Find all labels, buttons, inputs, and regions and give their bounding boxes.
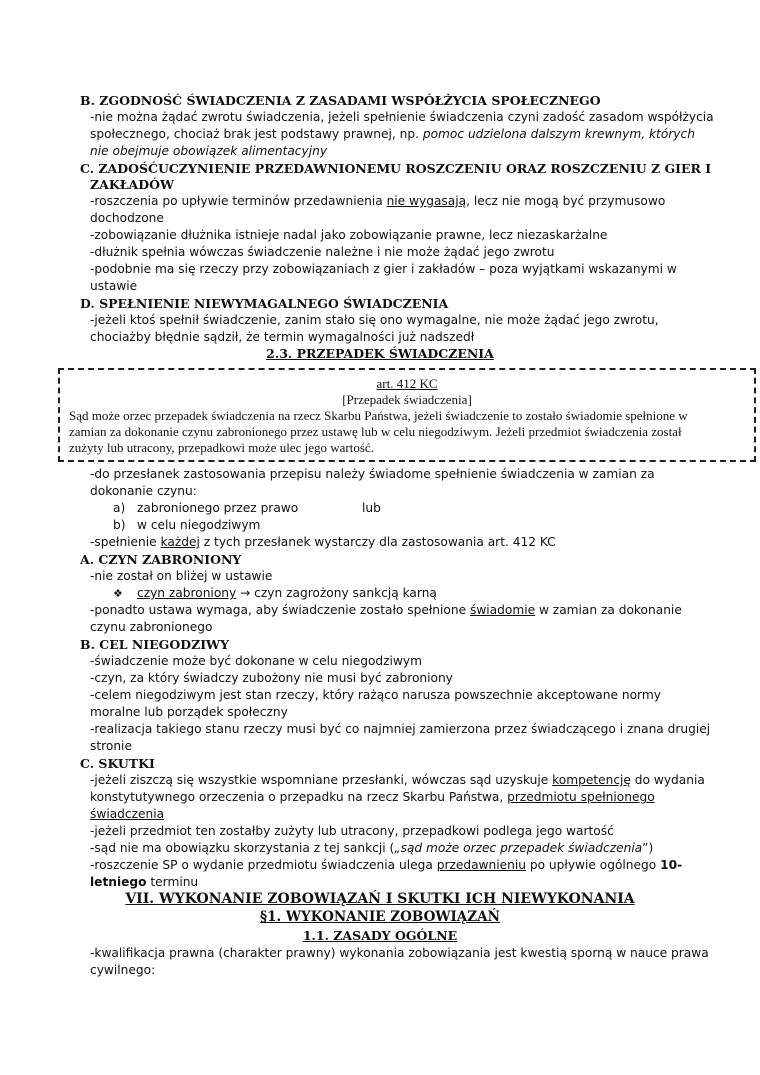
text-line: -kwalifikacja prawna (charakter prawny) wykonania zobowiązania jest kwestią sporną w nauce prawa bbox=[90, 946, 709, 960]
text-line: letniego terminu bbox=[90, 875, 199, 889]
paragraph-title: §1. WYKONANIE ZOBOWIĄZAŃ bbox=[260, 909, 500, 925]
bullet-icon: ❖ bbox=[113, 587, 123, 600]
text-line: chociażby błędnie sądził, że termin wymagalności już nadszedł bbox=[90, 330, 475, 344]
text-line: -świadczenie może być dokonane w celu niegodziwym bbox=[90, 654, 422, 668]
section-title-zasady: 1.1. ZASADY OGÓLNE bbox=[302, 928, 458, 943]
text-line: -roszczenia po upływie terminów przedawnienia nie wygasają, lecz nie mogą być przymusowo bbox=[90, 194, 666, 208]
text-line: cywilnego: bbox=[90, 963, 156, 977]
text-line: czynu zabronionego bbox=[90, 620, 213, 634]
heading-skutki: C. SKUTKI bbox=[80, 756, 155, 771]
heading-czyn-zabroniony: A. CZYN ZABRONIONY bbox=[80, 552, 242, 567]
text-line: ustawie bbox=[90, 279, 138, 293]
list-marker: b) bbox=[113, 518, 126, 532]
text-line: -celem niegodziwym jest stan rzeczy, który rażąco narusza powszechnie akceptowane normy bbox=[90, 688, 661, 702]
text-line: -podobnie ma się rzeczy przy zobowiązaniach z gier i zakładów – poza wyjątkami wskazanymi w bbox=[90, 262, 677, 276]
text-line: nie obejmuje obowiązek alimentacyjny bbox=[90, 144, 328, 158]
bullet-item: czyn zabroniony → czyn zagrożony sankcją karną bbox=[137, 586, 437, 600]
text-line: -jeżeli ktoś spełnił świadczenie, zanim stało się ono wymagalne, nie może żądać jego zwrotu, bbox=[90, 313, 659, 327]
list-marker: a) bbox=[113, 501, 126, 515]
text-line: dochodzone bbox=[90, 211, 164, 225]
text-line: -czyn, za który świadczy zubożony nie musi być zabroniony bbox=[90, 671, 453, 685]
heading-cel-niegodziwy: B. CEL NIEGODZIWY bbox=[80, 637, 230, 652]
text-line: -sąd nie ma obowiązku skorzystania z tej sankcji („sąd może orzec przepadek świadczenia”) bbox=[90, 841, 654, 855]
text-line: -zobowiązanie dłużnika istnieje nadal jako zobowiązanie prawne, lecz niezaskarżalne bbox=[90, 228, 608, 242]
text-line: stronie bbox=[90, 739, 132, 753]
article-number: art. 412 KC bbox=[376, 376, 438, 391]
text-line: -realizacja takiego stanu rzeczy musi być co najmniej zamierzona przez świadczącego i znana drugiej bbox=[90, 722, 711, 736]
text-line: -roszczenie SP o wydanie przedmiotu świadczenia ulega przedawnieniu po upływie ogólnego 10- bbox=[90, 858, 683, 872]
text-line: -jeżeli ziszczą się wszystkie wspomniane przesłanki, wówczas sąd uzyskuje kompetencję do wydania bbox=[90, 773, 705, 787]
text-line: -nie został on bliżej w ustawie bbox=[90, 569, 273, 583]
heading-zgodnosc: B. ZGODNOŚĆ ŚWIADCZENIA Z ZASADAMI WSPÓŁŻYCIA SPOŁECZNEGO bbox=[80, 93, 601, 108]
text-line: -nie można żądać zwrotu świadczenia, jeżeli spełnienie świadczenia czyni zadość zasadom współżycia bbox=[90, 110, 714, 124]
heading-niewymagalne: D. SPEŁNIENIE NIEWYMAGALNEGO ŚWIADCZENIA bbox=[80, 296, 449, 311]
article-text-line: zużyty lub utracony, przepadkowi może ulec jego wartość. bbox=[69, 440, 374, 455]
heading-zadoscuczynienie: C. ZADOŚĆUCZYNIENIE PRZEDAWNIONEMU ROSZCZENIU ORAZ ROSZCZENIU Z GIER I bbox=[80, 161, 712, 176]
section-title-przepadek: 2.3. PRZEPADEK ŚWIADCZENIA bbox=[266, 346, 494, 361]
text-line: społecznego, chociaż brak jest podstawy prawnej, np. pomoc udzielona dalszym krewnym, których bbox=[90, 127, 695, 141]
article-text-line: zamian za dokonanie czynu zabronionego przez ustawę lub w celu niegodziwym. Jeżeli przedmiot świadczenia został bbox=[69, 424, 682, 439]
heading-zadoscuczynienie-cont: ZAKŁADÓW bbox=[90, 177, 175, 192]
list-item: w celu niegodziwym bbox=[137, 518, 261, 532]
article-title: [Przepadek świadczenia] bbox=[342, 392, 472, 407]
text-line: -ponadto ustawa wymaga, aby świadczenie zostało spełnione świadomie w zamian za dokonanie bbox=[90, 603, 682, 617]
text-line: -spełnienie każdej z tych przesłanek wystarczy dla zastosowania art. 412 KC bbox=[90, 535, 556, 549]
text-line: moralne lub porządek społeczny bbox=[90, 705, 288, 719]
text-line: konstytutywnego orzeczenia o przepadku na rzecz Skarbu Państwa, przedmiotu spełnionego bbox=[90, 790, 655, 804]
text-line: dokonanie czynu: bbox=[90, 484, 197, 498]
list-item: zabronionego przez prawo bbox=[137, 501, 299, 515]
text-line: -jeżeli przedmiot ten zostałby zużyty lub utracony, przepadkowi podlega jego wartość bbox=[90, 824, 614, 838]
article-text-line: Sąd może orzec przepadek świadczenia na rzecz Skarbu Państwa, jeżeli świadczenie to zostało świadomie spełnione w bbox=[69, 408, 688, 423]
list-item-or: lub bbox=[362, 501, 381, 515]
text-line: -do przesłanek zastosowania przepisu należy świadome spełnienie świadczenia w zamian za bbox=[90, 467, 655, 481]
text-line: -dłużnik spełnia wówczas świadczenie należne i nie może żądać jego zwrotu bbox=[90, 245, 555, 259]
chapter-title: VII. WYKONANIE ZOBOWIĄZAŃ I SKUTKI ICH NIEWYKONANIA bbox=[125, 891, 635, 907]
article-box bbox=[58, 368, 756, 462]
text-line: świadczenia bbox=[90, 807, 165, 821]
